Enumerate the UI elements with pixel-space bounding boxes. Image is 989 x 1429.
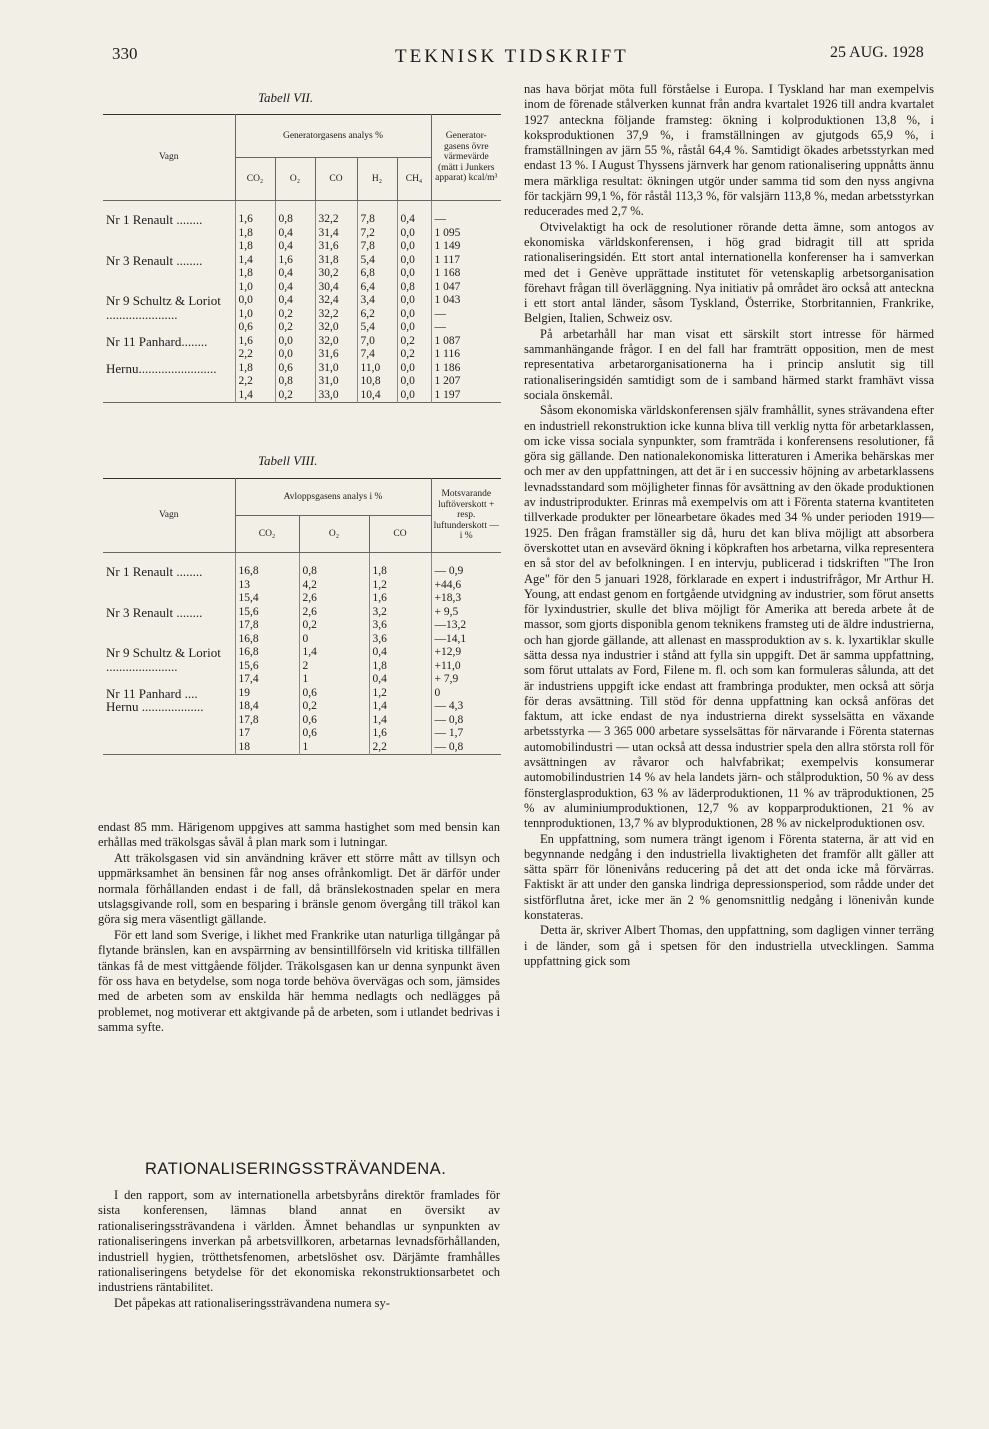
table7-co2-value: 1,6 bbox=[238, 334, 253, 347]
table7-o2-cell bbox=[275, 201, 315, 254]
table8-co2-value: 18,4 bbox=[238, 700, 259, 712]
table8-vagn-cell: Nr 1 Renault ........ bbox=[106, 564, 203, 579]
table7-header-heat: Generator-gasens övre värmevärde (mätt i Junkers apparat) kcal/m³ bbox=[431, 115, 501, 201]
table7-o2-cell bbox=[275, 362, 315, 403]
table7-o2-value: 0,4 bbox=[278, 226, 293, 239]
table8-co-value: 0,4 bbox=[372, 673, 387, 685]
table8-co2-value: 17 bbox=[238, 727, 250, 739]
table7-ch4-value: 0,4 bbox=[400, 213, 415, 225]
table8-co-value: 1,2 bbox=[372, 578, 387, 591]
table7-ch4-value: 0,0 bbox=[400, 321, 415, 333]
table7-ch4-value: 0,2 bbox=[400, 348, 415, 360]
table7-heat-value: — bbox=[434, 321, 446, 333]
table8-air-cell bbox=[431, 700, 501, 755]
table7-o2-value: 0,4 bbox=[278, 267, 293, 279]
table7-o2-value: 1,6 bbox=[278, 253, 293, 266]
table8-co2-cell bbox=[235, 700, 299, 755]
table8-co-cell bbox=[369, 687, 431, 701]
right-paragraph-5: En uppfattning, som numera trängt igenom i Förenta staterna, är att vid en begynnande nedgång i den industriella livaktigheten det framför allt gäller att sätta spärr för lönenivåns reducering på det att det onda icke må förvärras. Faktiskt är att under den ganska lindriga depressionsperiod, som rådde under det sistförflutna året, icke mer än 2 % genomsnittlig nedgång i lönenivån kunde konstateras. bbox=[524, 831, 934, 923]
table7-co2-value: 1,0 bbox=[238, 280, 253, 293]
table7-co-value: 30,4 bbox=[318, 280, 339, 293]
table8-header-vagn: Vagn bbox=[103, 479, 235, 553]
table7-vagn-cell: Nr 1 Renault ........ bbox=[106, 212, 203, 227]
table7-vagn-cell: Nr 9 Schultz & Loriot ...................... bbox=[106, 293, 221, 322]
table8-co-value: 3,6 bbox=[372, 619, 387, 631]
table8-o2-value: 1 bbox=[302, 673, 309, 685]
table7-heat-value: 1 168 bbox=[434, 267, 461, 279]
table7-heat-value: — bbox=[434, 213, 446, 225]
table7-ch4-cell bbox=[397, 294, 431, 335]
table8-air-value: +44,6 bbox=[434, 578, 462, 591]
table8-row bbox=[103, 700, 501, 755]
table8-air-value: —13,2 bbox=[434, 619, 467, 631]
table8-co2-cell bbox=[235, 646, 299, 687]
table7-o2-value: 0,4 bbox=[278, 280, 293, 293]
table8-vagn-cell: Nr 11 Panhard .... bbox=[106, 685, 198, 701]
table7-co-value: 32,0 bbox=[318, 321, 339, 333]
table7-co-value: 31,4 bbox=[318, 226, 339, 239]
table7-row bbox=[103, 335, 501, 362]
table7-header-group: Generatorgasens analys % bbox=[235, 115, 431, 158]
table8-co-value: 1,4 bbox=[372, 713, 387, 726]
table7-h2-value: 3,4 bbox=[360, 294, 375, 306]
table8-o2-cell bbox=[299, 606, 369, 647]
table8-air-value: —14,1 bbox=[434, 632, 467, 645]
table8-co2-value: 16,8 bbox=[238, 646, 259, 658]
table7-heat-value: 1 043 bbox=[434, 294, 461, 306]
table7-ch4-value: 0,0 bbox=[400, 307, 415, 320]
table7-heat-value: 1 186 bbox=[434, 361, 461, 374]
table8-header-o2: O₂ bbox=[299, 516, 369, 553]
table8-row bbox=[103, 553, 501, 606]
table7-co2-cell bbox=[235, 362, 275, 403]
table7-co2-value: 1,4 bbox=[238, 388, 253, 401]
table8-air-cell bbox=[431, 646, 501, 687]
table7-heat-value: 1 207 bbox=[434, 375, 461, 387]
table8-o2-value: 0,6 bbox=[302, 727, 317, 739]
table7-co2-value: 0,6 bbox=[238, 321, 253, 333]
table7-co-value: 32,0 bbox=[318, 334, 339, 347]
table7-co-value: 32,2 bbox=[318, 307, 339, 320]
table8-air-value: +11,0 bbox=[434, 659, 461, 672]
table7-header-ch4: CH₄ bbox=[397, 158, 431, 201]
table8-co-cell bbox=[369, 700, 431, 755]
table7-caption: Tabell VII. bbox=[258, 90, 314, 105]
table8-row bbox=[103, 646, 501, 687]
table7-o2-value: 0,2 bbox=[278, 388, 293, 401]
table7-header-o2: O₂ bbox=[275, 158, 315, 201]
table7-co-cell bbox=[315, 294, 357, 335]
page-number: 330 bbox=[112, 44, 138, 63]
table8-co2-cell bbox=[235, 687, 299, 701]
right-paragraph-1: nas hava börjat möta full förståelse i Europa. I Tyskland har man exempelvis inom de förenade stålverken kunnat från andra kvartalet 1926 till andra kvartalet 1927 anteckna följande framsteg: ökning i kolproduktionen 13,8 %, i koksproduktionen 37,9 %, i framställningen av gjutgods 65,9 %, i framställningen av järn 55 %, råstål 64,4 %. Samtidigt ökades arbetsstyrkan med endast 13 %. I August Thyssens järnverk har genom rationalisering uppnåtts ännu mera märkliga resultat: ökningen utgör under samma tid som den nyss angivna för tackjärn 99,1 %, för råstål 113,3 %, för valsjärn 113,8 %, medan arbetsstyrkan reducerades med 2,7 %. bbox=[524, 82, 934, 219]
table7-o2-value: 0,6 bbox=[278, 361, 293, 374]
right-paragraph-4: Såsom ekonomiska världskonferensen själv framhållit, synes strävandena efter en industriell rekonstruktion icke kunna bliva till verklig nytta för arbetarklassen, om icke vissa sociala synpunkter, som framträda i konferensens resolutioner, få göra sig gällande. Den nationalekonomiska litteraturen i Amerika behärskas mer och mer av den uppfattningen, att det är i en successiv höjning av arbetarklassens levnadsstandard som möjligheter finnas för avsättning av den ökade produktionen av industriprodukter. Erinras må exempelvis om att i Förenta staterna kvantiteten tillverkade produkter per lönearbetare ökades med 34 % under perioden 1919—1925. Den frågan framställer sig då, huru det kan bliva möjligt att absorbera överskottet utan en avsevärd ökning i köpkraften hos arbetarna, vilka representera en så stor del av befolkningen. I en intervju, publicerad i tidskriften "The Iron Age" för den 5 januari 1928, förklarade en expert i industrifrågor, Mr Arthur H. Young, att endast genom en fortgående utvidgning av industrier, som förut ansetts för lyxindustrier, skulle det bliva möjligt för Amerika att bereda arbete åt de massor, som gjorts disponibla genom teknikens framsteg uti de äldre industrierna, och han gjorde gällande, att allenast en massproduktion av s. k. lyxartiklar skulle sätta dessa nya industrier i stånd att fylla sin uppgift. Det är samma uppfattning, som förut uttalats av Ford, Filene m. fl. och som kan formuleras sålunda, att det är industriens uppgift icke endast att frambringa produkter, men också att sörja för deras avsättning. Till stöd för denna uppfattning kan också anföras det faktum, att icke endast de nya industrierna direkt sysselsätta en växande arbetsstyrka — 3 365 000 arbetare sysselsättas för närvarande i Förenta staternas automobilindustri — utan också att dessa industrier spela den allra största roll för avsättningen av råvaror och halvfabrikat; exempelvis konsumerar automobilindustrien 14 % av hela landets järn- och stålproduktion, 50 % av dess fönsterglasproduktion, 63 % av läderproduktionen, 11 % av träproduktionen, 25 % av aluminiumproduktionen, 12,7 % av kopparproduktionen, 21 % av tennproduktionen, 13,7 % av blyproduktionen, 28 % av nickelproduktionen osv. bbox=[524, 403, 934, 831]
table7-header-co: CO bbox=[315, 158, 357, 201]
left-body-text-2 bbox=[98, 1188, 500, 1311]
table7-heat-value: 1 047 bbox=[434, 280, 461, 293]
table7-co-value: 33,0 bbox=[318, 388, 339, 401]
table7-co2-cell bbox=[235, 335, 275, 362]
table7-h2-value: 10,8 bbox=[360, 375, 381, 387]
table7-h2-value: 10,4 bbox=[360, 388, 381, 401]
table7-co2-cell bbox=[235, 201, 275, 254]
table7-row bbox=[103, 294, 501, 335]
table8-co-value: 2,2 bbox=[372, 740, 387, 753]
table7-heat-value: 1 149 bbox=[434, 240, 461, 252]
table7-heat-cell bbox=[431, 335, 501, 362]
table7-header-h2: H₂ bbox=[357, 158, 397, 201]
table7-co-cell bbox=[315, 335, 357, 362]
table7-vagn-cell: Nr 11 Panhard........ bbox=[106, 333, 208, 349]
table8-co2-value: 17,4 bbox=[238, 673, 259, 685]
table7-ch4-value: 0,2 bbox=[400, 334, 415, 347]
table8-air-value: — 0,9 bbox=[434, 565, 464, 577]
table8-air-value: — 0,8 bbox=[434, 713, 464, 726]
table8-co-value: 1,6 bbox=[372, 727, 387, 739]
table7-co-value: 32,2 bbox=[318, 213, 339, 225]
table7-header-vagn: Vagn bbox=[103, 115, 235, 201]
table7-o2-cell bbox=[275, 335, 315, 362]
table7-co-value: 31,6 bbox=[318, 240, 339, 252]
table7-co-value: 32,4 bbox=[318, 294, 339, 306]
table8-co2-value: 18 bbox=[238, 740, 250, 753]
table7-h2-cell bbox=[357, 335, 397, 362]
table7-co-cell bbox=[315, 362, 357, 403]
table8-o2-cell bbox=[299, 700, 369, 755]
table8-co2-value: 15,6 bbox=[238, 605, 259, 618]
left-paragraph-2: Att träkolsgasen vid sin användning kräver ett större mått av tillsyn och uppmärksamhet än bensinen får nog anses ofrånkomligt. Det är därför under normala förhållanden endast i de fall, då bränslekostnaden spelar en mera utslagsgivande roll, som en besparing i bränsle genom övergång till träkol kan göra sig mera väsentligt gällande. bbox=[98, 850, 500, 927]
table8-air-value: — 0,8 bbox=[434, 740, 464, 753]
table8-o2-cell bbox=[299, 687, 369, 701]
table8-co-cell bbox=[369, 646, 431, 687]
table7-o2-cell bbox=[275, 294, 315, 335]
table7-ch4-value: 0,0 bbox=[400, 226, 415, 239]
table7-o2-cell bbox=[275, 254, 315, 295]
table7-ch4-value: 0,0 bbox=[400, 267, 415, 279]
table7-o2-value: 0,0 bbox=[278, 334, 293, 347]
table8-vagn-cell: Nr 9 Schultz & Loriot ...................... bbox=[106, 645, 221, 674]
table8-header-co: CO bbox=[369, 516, 431, 553]
table8-o2-cell bbox=[299, 646, 369, 687]
table8-air-value: 0 bbox=[434, 686, 441, 699]
table7-h2-value: 7,2 bbox=[360, 226, 375, 239]
table8-air-cell bbox=[431, 553, 501, 606]
table7-co2-value: 1,6 bbox=[238, 213, 253, 225]
table7-ch4-cell bbox=[397, 254, 431, 295]
table7-row bbox=[103, 362, 501, 403]
table8-air-value: +12,9 bbox=[434, 646, 462, 658]
journal-title: TEKNISK TIDSKRIFT bbox=[395, 46, 629, 67]
table7-row bbox=[103, 254, 501, 295]
table7-co2-value: 1,8 bbox=[238, 267, 253, 279]
left-paragraph-4: I den rapport, som av internationella arbetsbyråns direktör framlades för sista konferensen, lämnas bland annat en översikt av rationaliseringssträvandena i världen. Ämnet behandlas ur synpunkten av rationaliseringens inverkan på arbetsvillkoren, arbetarnas levnadsförhållanden, industriell hygien, trötthetsfenomen, arbetslöshet osv. Därjämte framhålles rationaliseringens betydelse för det ekonomiska rekonstruktionsarbetet och industriens räntabilitet. bbox=[98, 1188, 500, 1295]
table8-co-value: 1,6 bbox=[372, 592, 387, 604]
table7-co-value: 31,6 bbox=[318, 348, 339, 360]
table8-o2-value: 0 bbox=[302, 632, 309, 645]
table7-co2-value: 1,8 bbox=[238, 226, 253, 239]
table7-o2-value: 0,2 bbox=[278, 307, 293, 320]
table7-ch4-cell bbox=[397, 335, 431, 362]
table7-heat-value: 1 197 bbox=[434, 388, 461, 401]
table7-h2-value: 7,0 bbox=[360, 334, 375, 347]
table7-co-cell bbox=[315, 201, 357, 254]
table8-air-value: + 9,5 bbox=[434, 605, 459, 618]
table7-header-co2: CO₂ bbox=[235, 158, 275, 201]
table7-vagn-cell: Hernu........................ bbox=[106, 360, 217, 376]
table8-co2-cell bbox=[235, 553, 299, 606]
table7-h2-cell bbox=[357, 254, 397, 295]
table7-ch4-cell bbox=[397, 201, 431, 254]
table7-heat-value: 1 116 bbox=[434, 348, 460, 360]
table7-co-value: 30,2 bbox=[318, 267, 339, 279]
table8 bbox=[103, 478, 501, 755]
table7-co2-cell bbox=[235, 254, 275, 295]
issue-date: 25 AUG. 1928 bbox=[830, 44, 924, 61]
table8-header-group: Avloppsgasens analys i % bbox=[235, 479, 431, 516]
table8-o2-value: 0,2 bbox=[302, 619, 317, 631]
table7-o2-value: 0,2 bbox=[278, 321, 293, 333]
table7-heat-cell bbox=[431, 201, 501, 254]
table7-ch4-cell bbox=[397, 362, 431, 403]
table7-o2-value: 0,4 bbox=[278, 294, 293, 306]
table7-h2-value: 5,4 bbox=[360, 321, 375, 333]
table7-h2-value: 11,0 bbox=[360, 361, 381, 374]
table8-air-value: — 1,7 bbox=[434, 727, 464, 739]
table7-co-value: 31,0 bbox=[318, 375, 339, 387]
table8-co2-value: 19 bbox=[238, 686, 250, 699]
table8-o2-cell bbox=[299, 553, 369, 606]
table7-co2-value: 1,8 bbox=[238, 240, 253, 252]
table8-co-value: 3,6 bbox=[372, 632, 387, 645]
table8-o2-value: 2 bbox=[302, 659, 309, 672]
table7-heat-cell bbox=[431, 254, 501, 295]
table7-heat-value: 1 117 bbox=[434, 253, 460, 266]
table7-heat-cell bbox=[431, 362, 501, 403]
table7-ch4-value: 0,8 bbox=[400, 280, 415, 293]
table7-co2-value: 2,2 bbox=[238, 348, 253, 360]
table8-co-value: 1,8 bbox=[372, 659, 387, 672]
left-body-text bbox=[98, 820, 500, 1036]
table8-header-air: Motsvarande luftöverskott + resp. luftunderskott — i % bbox=[431, 479, 501, 553]
table8-o2-value: 2,6 bbox=[302, 605, 317, 618]
table8-o2-value: 1,4 bbox=[302, 646, 317, 658]
table8-o2-value: 0,2 bbox=[302, 700, 317, 712]
table8-air-value: +18,3 bbox=[434, 592, 462, 604]
right-paragraph-6: Detta är, skriver Albert Thomas, den uppfattning, som dagligen vinner terräng i de länder, som gå i spetsen för den industriella utvecklingen. Samma uppfattning gick som bbox=[524, 923, 934, 968]
table7-h2-value: 6,8 bbox=[360, 267, 375, 279]
table7-co-value: 31,8 bbox=[318, 253, 339, 266]
table8-air-cell bbox=[431, 606, 501, 647]
table8-o2-value: 1 bbox=[302, 740, 309, 753]
table8-co-value: 1,8 bbox=[372, 565, 387, 577]
table8-co2-value: 17,8 bbox=[238, 619, 259, 631]
table8-air-cell bbox=[431, 687, 501, 701]
right-body-text bbox=[524, 82, 934, 969]
table7-vagn-cell: Nr 3 Renault ........ bbox=[106, 252, 203, 268]
table7-co-cell bbox=[315, 254, 357, 295]
table7-heat-value: 1 095 bbox=[434, 226, 461, 239]
table8-header-co2: CO₂ bbox=[235, 516, 299, 553]
table7-h2-value: 6,4 bbox=[360, 280, 375, 293]
table8-co2-value: 13 bbox=[238, 578, 250, 591]
table7-ch4-value: 0,0 bbox=[400, 253, 415, 266]
table7-h2-value: 7,8 bbox=[360, 240, 375, 252]
table7-co2-value: 1,4 bbox=[238, 253, 253, 266]
table8-co2-value: 17,8 bbox=[238, 713, 259, 726]
table8-o2-value: 2,6 bbox=[302, 592, 317, 604]
table8-co2-cell bbox=[235, 606, 299, 647]
table8-o2-value: 0,6 bbox=[302, 686, 317, 699]
table7-o2-value: 0,8 bbox=[278, 213, 293, 225]
table7-ch4-value: 0,0 bbox=[400, 388, 415, 401]
table8-vagn-cell: Nr 3 Renault ........ bbox=[106, 604, 203, 620]
table7-ch4-value: 0,0 bbox=[400, 361, 415, 374]
table8-row bbox=[103, 687, 501, 701]
table8-o2-value: 4,2 bbox=[302, 578, 317, 591]
table7-co2-value: 1,8 bbox=[238, 361, 253, 374]
table7-h2-cell bbox=[357, 362, 397, 403]
table8-row bbox=[103, 606, 501, 647]
table8-co-value: 1,4 bbox=[372, 700, 387, 712]
table8-caption: Tabell VIII. bbox=[258, 453, 318, 468]
table8-co-value: 0,4 bbox=[372, 646, 387, 658]
table7-h2-value: 6,2 bbox=[360, 307, 375, 320]
table8-co2-value: 15,6 bbox=[238, 659, 259, 672]
table8-co-cell bbox=[369, 606, 431, 647]
table7-ch4-value: 0,0 bbox=[400, 375, 415, 387]
table7-co2-cell bbox=[235, 294, 275, 335]
table7-row bbox=[103, 201, 501, 254]
table8-o2-value: 0,8 bbox=[302, 565, 317, 577]
table7-h2-value: 7,8 bbox=[360, 213, 375, 225]
table7-co2-value: 1,0 bbox=[238, 307, 253, 320]
table7-heat-cell bbox=[431, 294, 501, 335]
table8-co-value: 1,2 bbox=[372, 686, 387, 699]
table8-co-value: 3,2 bbox=[372, 605, 387, 618]
table8-air-value: — 4,3 bbox=[434, 700, 464, 712]
table8-co-cell bbox=[369, 553, 431, 606]
table7-co2-value: 2,2 bbox=[238, 375, 253, 387]
table7-heat-value: — bbox=[434, 307, 446, 320]
table8-vagn-cell: Hernu ................... bbox=[106, 699, 204, 714]
table8-air-value: + 7,9 bbox=[434, 673, 459, 685]
table7-o2-value: 0,8 bbox=[278, 375, 293, 387]
table7-h2-value: 7,4 bbox=[360, 348, 375, 360]
table7-ch4-value: 0,0 bbox=[400, 240, 415, 252]
table7-ch4-value: 0,0 bbox=[400, 294, 415, 306]
right-paragraph-3: På arbetarhåll har man visat ett särskilt stort intresse för härmed sammanhängande frågor. I en del fall har framträtt opposition, men de mest representativa arbetarorganisationerna ha i princip anslutit sig till rationaliseringsidén samtidigt som de i samband härmed starkt framhävt vissa sociala önskemål. bbox=[524, 326, 934, 402]
left-paragraph-1: endast 85 mm. Härigenom uppgives att samma hastighet som med bensin kan erhållas med träkolsgas såväl å plan mark som i lutningar. bbox=[98, 820, 500, 850]
table7-h2-cell bbox=[357, 294, 397, 335]
right-paragraph-2: Otvivelaktigt ha ock de resolutioner rörande detta ämne, som antogos av ekonomiska världskonferensen, i hög grad bidragit till att sprida rationaliseringsidén. Ett stort antal internationella konferenser ha i samverkan med det i Genève upprättade institutet för vetenskaplig arbetsorganisation förehavt frågan till överläggning. Nya initiativ på området äro också att anteckna i ett stort antal länder, såsom Tyskland, Österrike, Storbritannien, Frankrike, Belgien, Italien, Schweiz osv. bbox=[524, 219, 934, 326]
left-paragraph-5: Det påpekas att rationaliseringssträvandena numera sy- bbox=[114, 1295, 390, 1310]
table7-heat-value: 1 087 bbox=[434, 334, 461, 347]
table7-o2-value: 0,4 bbox=[278, 240, 293, 252]
table8-co2-value: 16,8 bbox=[238, 632, 259, 645]
left-paragraph-3: För ett land som Sverige, i likhet med Frankrike utan naturliga tillgångar på flytande bränslen, kan en avspärrning av bensintillförseln vid kritiska tillfällen tänkas få de mest vittgående följder. Träkolsgasen kan ur denna synpunkt även för oss hava en betydelse, som noga torde behöva övervägas och som, jämsides med de arbeten som av enskilda här hemma nedlagts och nedlägges på problemet, nog motiverar ett aktgivande på de arbeten, som i utlandet bedrivas i samma syfte. bbox=[98, 927, 500, 1035]
table7-o2-value: 0,0 bbox=[278, 348, 293, 360]
table8-co2-value: 16,8 bbox=[238, 565, 259, 577]
table7-co-value: 31,0 bbox=[318, 361, 339, 374]
table7-h2-cell bbox=[357, 201, 397, 254]
table8-co2-value: 15,4 bbox=[238, 592, 259, 604]
table7 bbox=[103, 114, 501, 403]
table7-h2-value: 5,4 bbox=[360, 253, 375, 266]
table7-co2-value: 0,0 bbox=[238, 294, 253, 306]
table8-o2-value: 0,6 bbox=[302, 713, 317, 726]
section-heading: RATIONALISERINGSSTRÄVANDENA. bbox=[145, 1160, 447, 1178]
